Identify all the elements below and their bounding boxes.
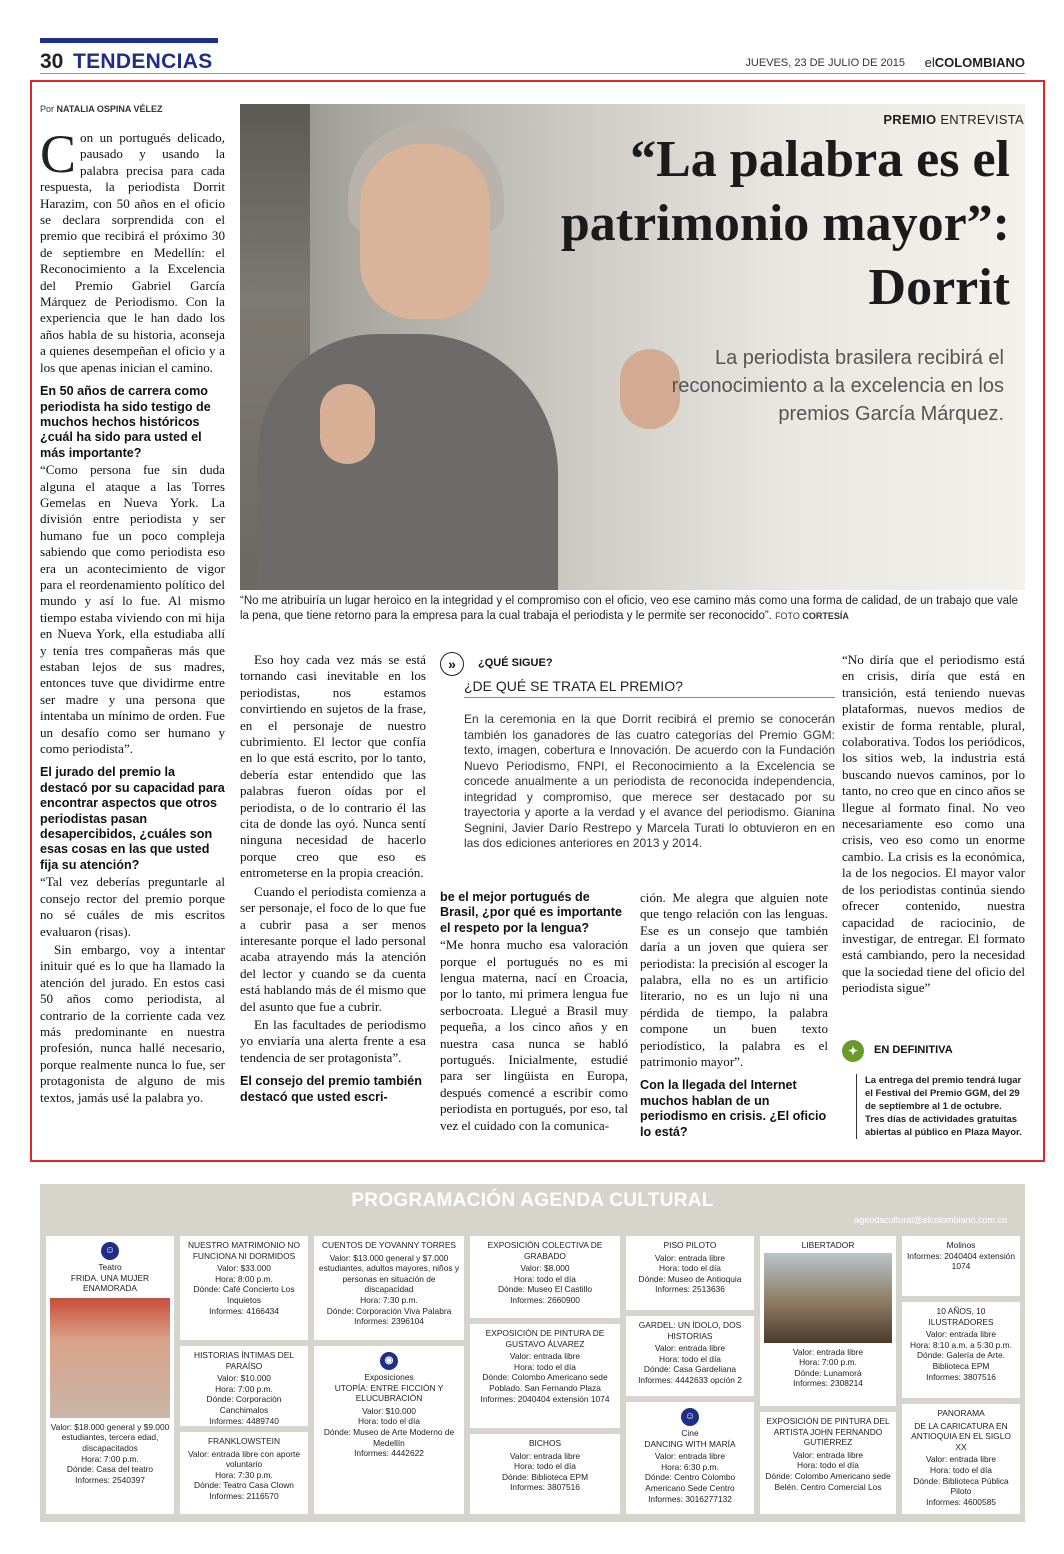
- credit-label: FOTO: [775, 611, 800, 621]
- card-informes: Informes: 2540397: [75, 1474, 145, 1485]
- agenda-card-matrimonio: [180, 1236, 308, 1340]
- card-donde: Dónde: Corporación Canchimalos: [206, 1394, 282, 1415]
- agenda-card-10-ilustradores: [902, 1302, 1020, 1398]
- answer-3b: ción. Me alegra que alguien note que tengo relación con las lenguas. Ese es un consejo que también daría a un joven que quiera ser periodista: la precisión al escoger la palabra, ella no es un artificio literario, no es un lujo ni una pérdida de tiempo, la palabra compone un buen texto periodístico, la palabra es el patrimonio mayor”.: [640, 890, 828, 1070]
- card-donde: Dónde: Café Concierto Los Inquietos: [193, 1284, 295, 1305]
- agenda-card-historias: [180, 1346, 308, 1426]
- card-donde: Dónde: Museo El Castillo: [497, 1284, 593, 1295]
- card-donde: Dónde: Lunamorá: [794, 1367, 862, 1378]
- card-title: BICHOS: [528, 1438, 562, 1448]
- card-hora: Hora: 6:30 p.m.: [661, 1461, 719, 1472]
- card-informes: Informes: 2308214: [793, 1378, 863, 1389]
- agenda-card-caricatura: [902, 1404, 1020, 1514]
- card-hora: Hora: 7:30 p.m.: [215, 1469, 273, 1480]
- card-donde: Dónde: Museo de Antioquia: [638, 1273, 742, 1284]
- card-valor: Valor: $13.000 general y $7.000 estudiantes, adultos mayores, niños y personas en situación de discapacidad: [318, 1252, 460, 1295]
- card-category: PANORAMA: [937, 1408, 985, 1418]
- issue-date: JUEVES, 23 DE JULIO DE 2015: [745, 57, 905, 69]
- card-hora: Hora: 7:30 p.m.: [360, 1294, 418, 1305]
- sweater-shape: [258, 334, 558, 590]
- que-sigue-box: [440, 652, 835, 866]
- card-title: EXPOSICIÓN DE PINTURA DEL ARTISTA JOHN FERNANDO GUTIÉRREZ: [766, 1416, 890, 1448]
- card-hora: Hora: todo el día: [659, 1263, 721, 1274]
- agenda-card-bichos: [470, 1434, 620, 1514]
- card-informes: Informes: 4489740: [209, 1415, 279, 1426]
- kicker-bold: PREMIO: [883, 112, 937, 127]
- agenda-card-cuentos: [314, 1236, 464, 1340]
- card-informes: Informes: 4442633 opción 2: [638, 1374, 742, 1385]
- drop-cap: C: [40, 124, 77, 184]
- headline: “La palabra es el patrimonio mayor”: Dorrit: [560, 131, 1010, 316]
- card-valor: Valor: $33.000: [217, 1263, 271, 1274]
- card-donde: Dónde: Biblioteca EPM: [501, 1471, 589, 1482]
- section-name: TENDENCIAS: [73, 50, 213, 73]
- card-title: UTOPÍA: ENTRE FICCIÓN Y ELUCUBRACIÓN: [334, 1382, 444, 1404]
- card-informes: Informes: 2660900: [510, 1294, 580, 1305]
- question-4: Con la llegada del Internet muchos hablan de un periodismo en crisis. ¿El oficio lo está?: [640, 1078, 827, 1139]
- card-valor: Valor: entrada libre con aporte voluntario: [187, 1448, 301, 1470]
- card-informes: Informes: 3016277132: [648, 1493, 732, 1504]
- card-title: CUENTOS DE YOVANNY TORRES: [321, 1240, 457, 1250]
- caption-text: “No me atribuiría un lugar heroico en la integridad y el compromiso con el oficio, veo ese camino más como una forma de calidad, de un trabajo que vale la pena, que tiene retorno para la empresa para la cual trabaja el periodista y le permite ser reconocido”.: [240, 595, 1018, 622]
- byline-prefix: Por: [40, 104, 55, 114]
- card-title: LIBERTADOR: [801, 1240, 855, 1250]
- byline: [40, 104, 163, 114]
- card-title: FRIDA. UNA MUJER ENAMORADA: [70, 1272, 150, 1294]
- card-donde: Dónde: Colombo Americano sede Poblado. San Fernando Plaza: [482, 1372, 608, 1393]
- question-3-end: be el mejor portugués de Brasil, ¿por qué es importante el respeto por la lengua?: [440, 890, 622, 935]
- card-informes: Informes: 2040404 extensión 1074: [906, 1250, 1016, 1272]
- card-donde: Dónde: Museo de Arte Moderno de Medellín: [323, 1426, 455, 1448]
- card-valor: Valor: entrada libre: [925, 1329, 997, 1340]
- credit-name: CORTESÍA: [802, 611, 849, 621]
- agenda-card-frida: [46, 1236, 174, 1514]
- question-2: El jurado del premio la destacó por su capacidad para encontrar aspectos que otros periodistas pasan desapercibidos, ¿cuáles son esas cosas en las que usted fija su atención?: [40, 765, 225, 872]
- card-hora: Hora: todo el día: [797, 1460, 859, 1471]
- col2-para-2: Cuando el periodista comienza a ser personaje, el foco de lo que fue a cubrir pasa a ser menos interesante porque el lado personal acaba atrayendo más la atención del lector y cuando se da cuenta está hablando más de él mismo que del asunto que fue a cubrir.: [240, 883, 426, 1014]
- en-definitiva-text: La entrega del premio tendrá lugar el Festival del Premio GGM, del 29 de septiembre al 1 de octubre. Tres días de actividades gratuitas abiertas al público en Plaza Mayor.: [856, 1074, 1022, 1139]
- agenda-card-molinos: [902, 1236, 1020, 1296]
- article-column-5: [842, 652, 1025, 999]
- card-title: HISTORIAS ÍNTIMAS DEL PARAÍSO: [194, 1350, 294, 1371]
- card-informes: Informes: 2396104: [354, 1316, 424, 1327]
- card-category: Cine: [681, 1428, 699, 1438]
- article-column-4: [640, 890, 828, 1141]
- card-title: Molinos: [946, 1240, 976, 1250]
- article-column-1: [40, 124, 225, 1108]
- card-donde: Dónde: Corporación Viva Palabra: [326, 1305, 452, 1316]
- agenda-title: PROGRAMACIÓN AGENDA CULTURAL: [351, 1190, 714, 1211]
- card-title: DANCING WITH MARÍA: [644, 1438, 736, 1449]
- agenda-card-piso-piloto: [626, 1236, 754, 1310]
- logo-name: COLOMBIANO: [934, 55, 1025, 70]
- card-category: Exposiciones: [364, 1372, 414, 1382]
- answer-2a: “Tal vez deberías preguntarle al consejo rector del premio porque no sé cuáles de mis escritos evaluaron (risas).: [40, 874, 225, 939]
- card-valor: Valor: $18.000 general y $9.000 estudiantes, tercera edad, discapacitados: [50, 1421, 170, 1453]
- page-header: [40, 38, 1025, 74]
- card-hora: Hora: 7:00 p.m.: [215, 1383, 273, 1394]
- newspaper-logo: [925, 55, 1025, 70]
- card-category: Teatro: [98, 1262, 122, 1272]
- answer-3a: “Me honra mucho esa valoración porque el portugués no es mi lengua materna, nací en Croacia, por lo tanto, mi primera lengua fue serbocroata. Llegué a Brasil muy pequeña, a los cinco años y en nuestra casa nunca se habló portugués. Inicialmente, estudié para ser lingüista en Europa, después comencé a escribir como periodista en portugués, por eso, tal vez el cuidado con la comunica-: [440, 937, 628, 1133]
- card-valor: Valor: $8.000: [520, 1263, 570, 1274]
- question-1: En 50 años de carrera como periodista ha sido testigo de muchos hechos históricos ¿cuál ha sido para usted el más importante?: [40, 384, 211, 460]
- card-title: NUESTRO MATRIMONIO NO FUNCIONA NI DORMIDOS: [188, 1240, 300, 1261]
- card-valor: Valor: entrada libre: [792, 1449, 864, 1460]
- card-valor: Valor: entrada libre: [925, 1454, 997, 1465]
- card-informes: Informes: 3807516: [510, 1482, 580, 1493]
- answer-1: “Como persona fue sin duda alguna el ataque a las Torres Gemelas en Nueva York. La división entre periodista y ser humano fue un poco compleja sabiendo que como periodista eso era un acontecimiento de vigor para el reordenamiento político del mundo y así lo fue. Al mismo tiempo estaba viviendo con mi hija en Nueva York, ella estudiaba allí y tenía tres compañeras más que estaban lejos de sus madres, entonces tuve que dividirme entre ser madre y una persona que intentaba un mínimo de orden. Fue un desafío como ser humano y como periodista”.: [40, 462, 225, 757]
- card-hora: Hora: todo el día: [930, 1464, 992, 1475]
- card-hora: Hora: 7:00 p.m.: [799, 1357, 857, 1368]
- card-informes: Informes: 2040404 extensión 1074: [480, 1393, 610, 1404]
- card-hora: Hora: todo el día: [514, 1361, 576, 1372]
- card-hora: Hora: todo el día: [659, 1353, 721, 1364]
- col2-para-3: En las facultades de periodismo yo enviaría una alerta frente a esa tendencia de ser protagonista”.: [240, 1016, 426, 1065]
- card-valor: Valor: entrada libre: [654, 1343, 726, 1354]
- agenda-card-libertador: [760, 1236, 896, 1406]
- card-donde: Dónde: Centro Colombo Americano Sede Centro: [644, 1472, 736, 1493]
- agenda-card-john-fernando: [760, 1412, 896, 1514]
- card-informes: Informes: 4442622: [354, 1448, 424, 1459]
- left-hand-shape: [320, 384, 375, 464]
- section-bar: [40, 38, 218, 43]
- agenda-card-franklowstein: [180, 1432, 308, 1514]
- card-valor: Valor: entrada libre: [792, 1346, 864, 1357]
- question-3-start: El consejo del premio también destacó que usted escri-: [240, 1074, 422, 1104]
- card-informes: Informes: 3807516: [926, 1371, 996, 1382]
- card-valor: Valor: entrada libre: [654, 1252, 726, 1263]
- article-column-3: [440, 890, 628, 1136]
- page-number: 30: [40, 50, 64, 73]
- card-hora: Hora: todo el día: [514, 1461, 576, 1472]
- film-masks-icon: ☺: [681, 1408, 699, 1426]
- card-valor: Valor: $10.000: [362, 1405, 416, 1416]
- col2-para-1: Eso hoy cada vez más se está tornando casi inevitable en los periodistas, nos estamos convirtiendo en sujetos de la frase, en el personaje de nuestro cubrimiento. El lector que confía en lo que está escrito, por lo tanto, debería estar entendido que las palabras fueron oídas por el periodista, o de lo contrario él las cita de donde las oyó. Nunca sentí ninguna necesidad de hacerlo porque creo que eso es entrometerse en la propia creación.: [240, 652, 426, 881]
- card-informes: Informes: 4166434: [209, 1305, 279, 1316]
- libertador-photo: [764, 1253, 892, 1343]
- card-donde: Dónde: Casa Gardeliana: [643, 1364, 737, 1375]
- chevron-right-icon: »: [440, 652, 464, 676]
- agenda-email: agendacultural@elcolombiano.com.co: [854, 1215, 1007, 1225]
- card-donde: Dónde: Biblioteca Pública Piloto: [913, 1475, 1009, 1497]
- card-valor: Valor: $10.000: [217, 1373, 271, 1384]
- agenda-cultural: [40, 1184, 1025, 1522]
- agenda-card-gardel: [626, 1316, 754, 1396]
- face-shape: [360, 144, 490, 319]
- subheadline: La periodista brasilera recibirá el reconocimiento a la excelencia en los premios García Márquez.: [671, 347, 1004, 425]
- kicker: [883, 112, 1024, 127]
- card-title: GARDEL: UN ÍDOLO, DOS HISTORIAS: [638, 1320, 742, 1341]
- compass-icon: ✦: [842, 1040, 864, 1062]
- card-hora: Hora: 8:10 a.m. a 5:30 p.m.: [910, 1339, 1012, 1350]
- card-informes: Informes: 2116570: [209, 1490, 279, 1501]
- card-informes: Informes: 4600585: [926, 1496, 996, 1507]
- card-donde: Dónde: Teatro Casa Clown: [194, 1480, 294, 1491]
- theater-masks-icon: ☺: [101, 1242, 119, 1260]
- frida-photo: [50, 1298, 170, 1418]
- card-title: FRANKLOWSTEIN: [207, 1436, 281, 1446]
- card-valor: Valor: entrada libre: [509, 1351, 581, 1362]
- card-hora: Hora: todo el día: [514, 1273, 576, 1284]
- answer-2b: Sin embargo, voy a intentar inituir qué es lo que ha llamado la atención del jurado. En estos casi 50 años como periodista, al contrario de la corriente cada vez más predominante en nuestra profesión, nunca hallé necesario, porque realmente nunca lo fue, ser protagonista de alguno de mis textos, jamás usé la palabra yo.: [40, 941, 225, 1105]
- card-donde: Dónde: Colombo Americano sede Belén. Centro Comercial Los: [765, 1470, 891, 1492]
- photo-credit: [775, 611, 849, 621]
- box-text: En la ceremonia en la que Dorrit recibirá el premio se conocerán también los ganadores de las cuatro categorías del Premio GGM: texto, imagen, cobertura e Innovación. De acuerdo con la Fundación Nuevo Periodismo, FNPI, el Reconocimiento a la Excelencia se concede anualmente a un periodista de reconocida independencia, integridad y compromiso, que merece ser destacado por su trayectoria y aporte a la verdad y el avance del periodismo. Gianina Segnini, Javier Darío Restrepo y Marcela Turati lo obtuvieron en en las dos ediciones anteriores en 2013 y 2014.: [464, 712, 835, 850]
- logo-prefix: el: [924, 55, 935, 70]
- card-valor: Valor: entrada libre: [509, 1450, 581, 1461]
- card-hora: Hora: 7:00 p.m.: [81, 1453, 139, 1464]
- kicker-rest: ENTREVISTA: [940, 112, 1024, 127]
- card-valor: Valor: entrada libre: [654, 1451, 726, 1462]
- card-donde: Dónde: Casa del teatro: [66, 1464, 154, 1475]
- card-title: EXPOSICIÓN DE PINTURA DE GUSTAVO ÁLVAREZ: [485, 1328, 605, 1349]
- box-title: ¿DE QUÉ SE TRATA EL PREMIO?: [464, 678, 835, 698]
- photo-caption: [240, 594, 1025, 624]
- agenda-card-utopia: [314, 1346, 464, 1514]
- card-donde: Dónde: Galería de Arte. Biblioteca EPM: [917, 1350, 1005, 1371]
- agenda-card-gustavo-alvarez: [470, 1324, 620, 1428]
- card-title: DE LA CARICATURA EN ANTIOQUIA EN EL SIGLO XX: [911, 1420, 1011, 1452]
- intro-text: on un portugués delicado, pausado y usando la palabra precisa para cada respuesta, la periodista Dorrit Harazim, con 50 años en el oficio se declara sorprendida con el premio que recibirá el próximo 30 de septiembre en Medellín: el Reconocimiento a la Excelencia del Premio Gabriel García Márquez de Periodismo. Con la experiencia que le han dado los años habla de su historia, aconseja a quienes desempeñan el oficio y a los que apenas inician el camino.: [40, 130, 225, 375]
- agenda-card-dancing: [626, 1402, 754, 1514]
- agenda-card-grabado: [470, 1236, 620, 1318]
- card-title: 10 AÑOS, 10 ILUSTRADORES: [928, 1306, 994, 1327]
- eye-icon: ◉: [380, 1352, 398, 1370]
- card-hora: Hora: 8:00 p.m.: [215, 1273, 273, 1284]
- card-hora: Hora: todo el día: [358, 1416, 420, 1427]
- article-column-2: [240, 652, 426, 1106]
- box-tag: ¿QUÉ SIGUE?: [478, 657, 553, 669]
- answer-4: “No diría que el periodismo está en crisis, diría que está en transición, está teniendo nuevas plataformas, nuevos medios de existir de forma rentable, plural, colaborativa. Todos los periódicos, los sitios web, la industria está buscando nuevos caminos, por lo tanto, no creo que en cinco años se llegue al formato final. No veo necesariamente eso como una crisis, veo eso como un enorme cambio. La crisis es la económica, la de los negocios. El mayor valor de los periodistas continúa siendo ofrecer contenido, nuestra capacidad de raciocinio, de investigar, de entregar. El formato está cambiando, pero la necesidad que la sociedad tiene del oficio del periodista sigue”: [842, 652, 1025, 996]
- byline-author: NATALIA OSPINA VÉLEZ: [56, 104, 163, 114]
- en-definitiva-label: EN DEFINITIVA: [874, 1044, 953, 1056]
- card-title: PISO PILOTO: [663, 1240, 717, 1250]
- card-informes: Informes: 2513636: [655, 1284, 725, 1295]
- card-title: EXPOSICIÓN COLECTIVA DE GRABADO: [487, 1240, 603, 1261]
